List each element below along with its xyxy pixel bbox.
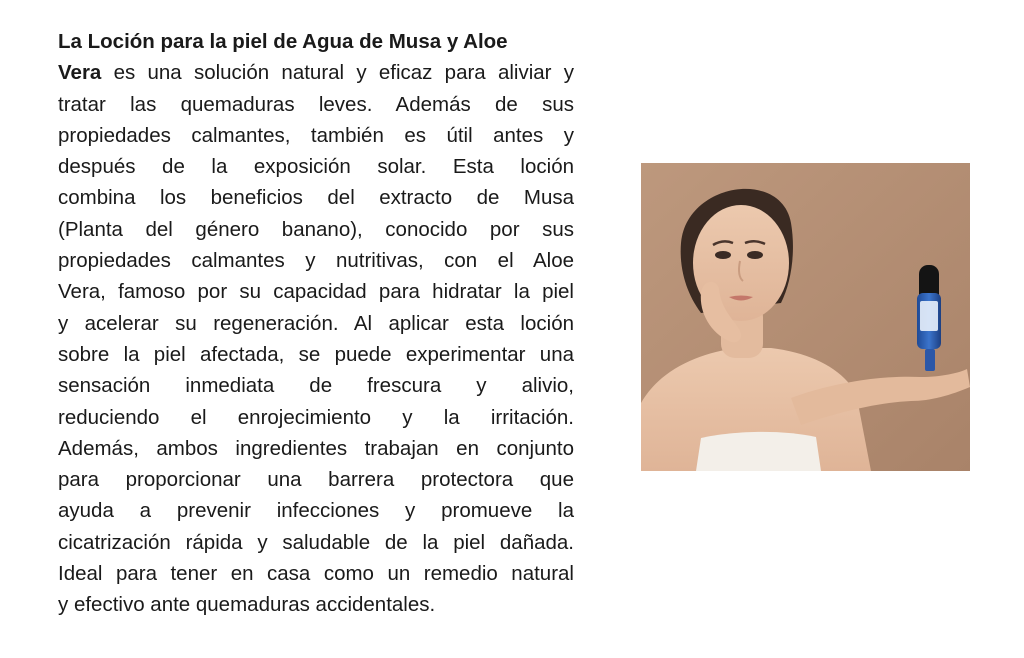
product-name-bold: La Loción para la piel de Agua de Musa y Aloe	[58, 30, 508, 53]
text-line: sensación inmediata de frescura y alivio,	[58, 374, 574, 398]
text-line: propiedades calmantes y nutritivas, con el Aloe	[58, 249, 574, 273]
text-line: (Planta del género banano), conocido por sus	[58, 217, 574, 241]
text-line: Ideal para tener en casa como un remedio natural	[58, 562, 574, 586]
text-line: reduciendo el enrojecimiento y la irritación.	[58, 405, 574, 429]
product-photo	[641, 163, 970, 471]
text-line: ayuda a prevenir infecciones y promueve la	[58, 499, 574, 523]
product-name-bold-cont: Vera	[58, 61, 102, 85]
text-line: después de la exposición solar. Esta loción	[58, 155, 574, 179]
text-line: propiedades calmantes, también es útil antes y	[58, 123, 574, 147]
bottle-neck	[925, 349, 935, 371]
right-eye	[747, 251, 763, 259]
text-segment: es una solución natural y eficaz para aliviar y	[101, 61, 574, 85]
text-line: para proporcionar una barrera protectora que	[58, 468, 574, 492]
towel	[696, 432, 821, 471]
text-line: combina los beneficios del extracto de Musa	[58, 186, 574, 210]
bottle-label	[920, 301, 938, 331]
text-line	[58, 57, 574, 88]
woman-with-lotion-illustration	[641, 163, 970, 471]
text-line: y efectivo ante quemaduras accidentales.	[58, 593, 436, 617]
article-text	[58, 26, 574, 621]
text-line: Además, ambos ingredientes trabajan en conjunto	[58, 436, 574, 460]
text-line: cicatrización rápida y saludable de la piel dañada.	[58, 530, 574, 554]
text-line	[58, 26, 574, 57]
left-eye	[715, 251, 731, 259]
text-line: sobre la piel afectada, se puede experimentar una	[58, 342, 574, 366]
text-line: tratar las quemaduras leves. Además de sus	[58, 92, 574, 116]
text-line: Vera, famoso por su capacidad para hidratar la piel	[58, 280, 574, 304]
text-line: y acelerar su regeneración. Al aplicar esta loción	[58, 311, 574, 335]
